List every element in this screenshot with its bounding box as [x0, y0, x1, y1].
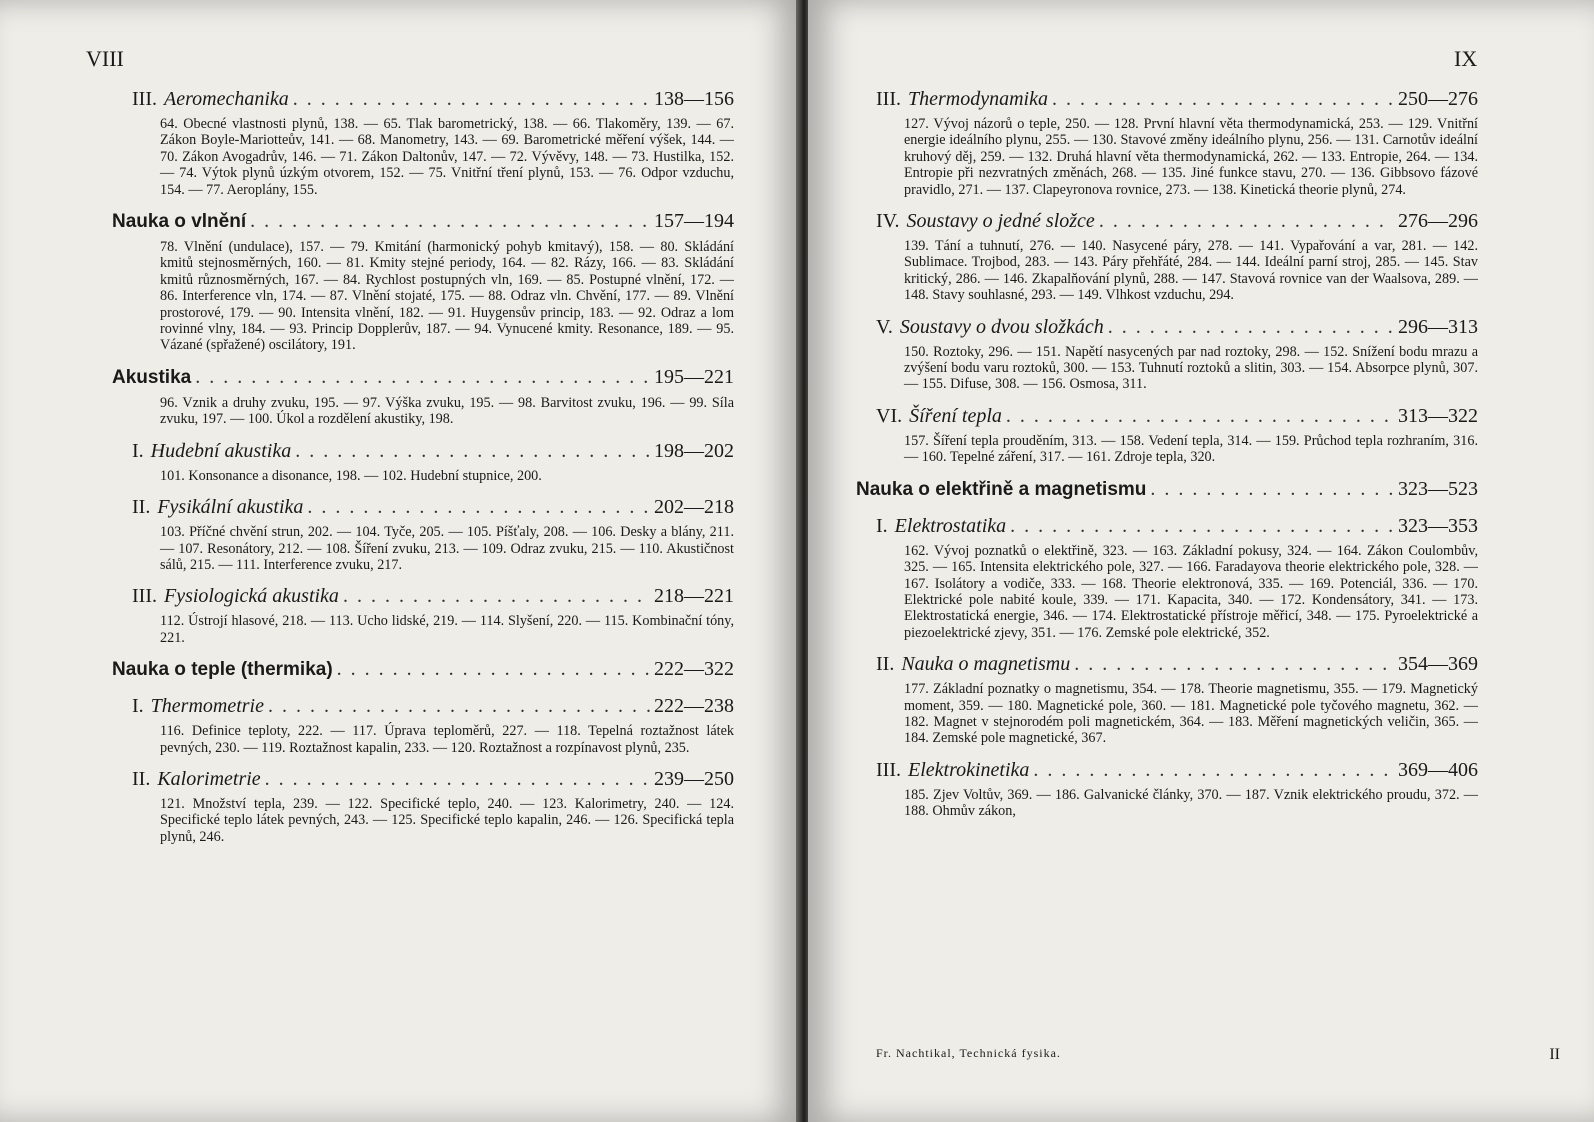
entry-title: Nauka o magnetismu	[901, 653, 1071, 676]
section-list: 103. Příčné chvění strun, 202. — 104. Tyče, 205. — 105. Píšťaly, 208. — 106. Desky a blány, 211. — 107. Resonátory, 212. — 108. Šíření zvuku, 213. — 109. Odraz zvuku, 215. — 110. Akustičnost sálů, 215. — 111. Interference zvuku, 217.	[160, 524, 734, 573]
section-list: 185. Zjev Voltův, 369. — 186. Galvanické články, 370. — 187. Vznik elektrického proudu, 372. — 188. Ohmův zákon,	[904, 786, 1478, 820]
toc-entry	[112, 766, 734, 845]
entry-title: Soustavy o jedné složce	[906, 210, 1095, 233]
dot-leader	[295, 438, 650, 464]
toc-entry	[856, 86, 1478, 198]
chapter-heading	[112, 766, 734, 792]
dot-leader	[1108, 314, 1394, 340]
chapter-heading	[112, 438, 734, 464]
page-number: IX	[1454, 46, 1478, 71]
page-range: 354—369	[1398, 653, 1478, 676]
page-range: 195—221	[654, 365, 734, 388]
page-range: 239—250	[654, 767, 734, 790]
entry-title: Elektrostatika	[894, 514, 1007, 537]
section-list: 78. Vlnění (undulace), 157. — 79. Kmitání (harmonický pohyb kmitavý), 158. — 80. Skládání kmitů stejnosměrných, 160. — 81. Kmity stejné periody, 164. — 82. Rázy, 166. — 83. Skládání kmitů různosměrných, 167. — 84. Rychlost postupných vln, 169. — 85. Postupné vlnění, 172. — 86. Interference vln, 174. — 87. Vlnění stojaté, 175. — 88. Odraz vln. Chvění, 177. — 89. Vlnění prostorové, 179. — 90. Intensita vlnění, 182. — 91. Huygensův princip, 183. — 92. Odraz a lom rovinné vlny, 184. — 93. Princip Dopplerův, 187. — 94. Vynucené kmity. Resonance, 189. — 95. Vázané (spřažené) oscilátory, 191.	[160, 239, 734, 354]
chapter-heading	[112, 583, 734, 609]
toc-entry	[856, 403, 1478, 466]
chapter-heading	[112, 494, 734, 520]
chapter-heading	[856, 513, 1478, 539]
dot-leader	[265, 766, 650, 792]
page-number: VIII	[86, 46, 124, 71]
entry-title: Fysiologická akustika	[163, 585, 339, 608]
footer-imprint: Fr. Nachtikal, Technická fysika.	[876, 1046, 1061, 1060]
toc-entry	[112, 693, 734, 756]
toc-entry	[856, 651, 1478, 747]
dot-leader	[293, 86, 650, 112]
entry-title: Hudební akustika	[150, 439, 292, 462]
chapter-number: I.	[132, 439, 144, 462]
section-list: 64. Obecné vlastnosti plynů, 138. — 65. Tlak barometrický, 138. — 66. Tlakoměry, 139. — 67. Zákon Boyle-Mariotteův, 141. — 68. Manometry, 143. — 69. Barometrické měření výšek, 144. — 70. Zákon Avogadrův, 146. — 71. Zákon Daltonův, 147. — 72. Vývěvy, 148. — 73. Hustilka, 152. — 74. Výtok plynů úzkým otvorem, 152. — 75. Vnitřní tření plynů, 153. — 76. Odpor vzduchu, 154. — 77. Aeroplány, 155.	[160, 116, 734, 198]
page-range: 222—238	[654, 695, 734, 718]
toc-entry	[112, 494, 734, 573]
entry-title: Nauka o teple (thermika)	[112, 659, 333, 681]
chapter-number: I.	[132, 695, 144, 718]
toc-entry	[112, 656, 734, 683]
chapter-number: II.	[876, 653, 895, 676]
page-range: 198—202	[654, 439, 734, 462]
entry-title: Kalorimetrie	[157, 767, 261, 790]
toc-entry	[856, 314, 1478, 393]
toc-column-right	[856, 86, 1478, 830]
toc-entry	[856, 208, 1478, 304]
entry-title: Akustika	[112, 366, 192, 388]
chapter-number: IV.	[876, 210, 900, 233]
section-list: 127. Vývoj názorů o teple, 250. — 128. První hlavní věta thermodynamická, 253. — 129. Vnitřní energie ideálního plynu, 255. — 130. Stavové změny ideálního plynu, 256. — 131. Carnotův ideální kruhový děj, 259. — 132. Druhá hlavní věta thermodynamická, 262. — 133. Entropie, 264. — 134. Entropie při nezvratných změnách, 268. — 135. Jiné funkce stavu, 270. — 136. Gibbsovo fázové pravidlo, 271. — 137. Clapeyronova rovnice, 273. — 138. Kinetická theorie plynů, 274.	[904, 116, 1478, 198]
toc-entry	[856, 513, 1478, 641]
entry-title: Šíření tepla	[909, 404, 1002, 427]
page-range: 218—221	[654, 585, 734, 608]
chapter-heading	[856, 86, 1478, 112]
chapter-number: III.	[876, 758, 901, 781]
dot-leader	[307, 494, 650, 520]
chapter-number: III.	[876, 88, 901, 110]
entry-title: Soustavy o dvou složkách	[899, 315, 1104, 338]
entry-title: Thermodynamika	[907, 88, 1048, 110]
dot-leader	[337, 656, 650, 682]
toc-entry	[112, 438, 734, 484]
page-range: 296—313	[1398, 315, 1478, 338]
entry-title: Nauka o vlnění	[112, 211, 247, 233]
section-list: 112. Ústrojí hlasové, 218. — 113. Ucho lidské, 219. — 114. Slyšení, 220. — 115. Kombinační tóny, 221.	[160, 613, 734, 646]
page-range: 369—406	[1398, 758, 1478, 781]
page-range: 222—322	[654, 658, 734, 681]
dot-leader	[1099, 208, 1394, 234]
chapter-number: II.	[132, 767, 151, 790]
chapter-heading	[856, 651, 1478, 677]
chapter-number: III.	[132, 585, 157, 608]
entry-title: Aeromechanika	[163, 88, 289, 110]
chapter-heading	[112, 86, 734, 112]
entry-title: Thermometrie	[150, 695, 264, 718]
dot-leader	[268, 693, 650, 719]
page-range: 276—296	[1398, 210, 1478, 233]
section-list: 157. Šíření tepla prouděním, 313. — 158. Vedení tepla, 314. — 159. Průchod tepla rozhraním, 316. — 160. Tepelné záření, 317. — 161. Zdroje tepla, 320.	[904, 432, 1478, 466]
page-range: 323—523	[1398, 477, 1478, 500]
section-list: 116. Definice teploty, 222. — 117. Úprava teploměrů, 227. — 118. Tepelná roztažnost látek pevných, 230. — 119. Roztažnost kapalin, 233. — 120. Roztažnost a rozpínavost plynů, 235.	[160, 723, 734, 756]
section-list: 101. Konsonance a disonance, 198. — 102. Hudební stupnice, 200.	[160, 467, 542, 484]
part-heading	[112, 208, 734, 235]
toc-entry	[112, 208, 734, 354]
dot-leader	[343, 583, 650, 609]
chapter-number: VI.	[876, 404, 903, 427]
chapter-number: I.	[876, 514, 888, 537]
dot-leader	[1074, 651, 1394, 677]
chapter-number: III.	[132, 88, 157, 110]
right-page	[808, 0, 1594, 1122]
toc-entry	[112, 583, 734, 646]
chapter-number: II.	[132, 496, 151, 519]
chapter-heading	[856, 208, 1478, 234]
entry-title: Elektrokinetika	[907, 758, 1030, 781]
toc-column-left	[112, 86, 734, 855]
section-list: 121. Množství tepla, 239. — 122. Specifické teplo, 240. — 123. Kalorimetry, 240. — 124. Specifické teplo látek pevných, 243. — 125. Specifické teplo kapalin, 246. — 126. Specifická tepla plynů, 246.	[160, 795, 734, 845]
chapter-heading	[856, 757, 1478, 783]
toc-entry	[112, 86, 734, 198]
entry-title: Nauka o elektřině a magnetismu	[856, 478, 1147, 500]
dot-leader	[1033, 757, 1394, 783]
dot-leader	[250, 208, 650, 234]
entry-title: Fysikální akustika	[157, 496, 304, 519]
part-heading	[112, 656, 734, 683]
dot-leader	[1150, 476, 1394, 502]
chapter-heading	[856, 314, 1478, 340]
chapter-heading	[112, 693, 734, 719]
signature-mark: II	[1549, 1046, 1560, 1063]
page-range: 313—322	[1398, 404, 1478, 427]
section-list: 139. Tání a tuhnutí, 276. — 140. Nasycené páry, 278. — 141. Vypařování a var, 281. — 142. Sublimace. Trojbod, 283. — 143. Páry přehřáté, 284. — 144. Ideální parní stroj, 285. — 145. Stav kritický, 286. — 146. Zkapalňování plynů, 288. — 147. Stavová rovnice van der Waalsova, 289. — 148. Stavy souhlasné, 293. — 149. Vlhkost vzduchu, 294.	[904, 238, 1478, 304]
toc-entry	[856, 757, 1478, 820]
section-list: 162. Vývoj poznatků o elektřině, 323. — 163. Základní pokusy, 324. — 164. Zákon Coulombův, 325. — 165. Intensita elektrického pole, 327. — 166. Faradayova theorie elektrického pole, 328. — 167. Isolátory a vodiče, 333. — 168. Theorie elektronová, 335. — 169. Potenciál, 336. — 170. Elektrické pole nabité koule, 339. — 171. Kapacita, 340. — 172. Kondensátory, 341. — 173. Elektrostatická energie, 346. — 174. Elektrostatické přístroje měřicí, 348. — 175. Pyroelektrické a piezoelektrické zjevy, 351. — 176. Zemské pole elektrické, 352.	[904, 542, 1478, 641]
part-heading	[856, 476, 1478, 503]
section-list: 96. Vznik a druhy zvuku, 195. — 97. Výška zvuku, 195. — 98. Barvitost zvuku, 196. — 99. Síla zvuku, 197. — 100. Úkol a rozdělení akustiky, 198.	[160, 394, 734, 428]
section-list: 150. Roztoky, 296. — 151. Napětí nasycených par nad roztoky, 298. — 152. Snížení bodu mrazu a zvýšení bodu varu roztoků, 300. — 153. Tuhnutí roztoků a slitin, 303. — 154. Absorpce plynů, 307. — 155. Difuse, 308. — 156. Osmosa, 311.	[904, 343, 1478, 393]
chapter-heading	[856, 403, 1478, 429]
dot-leader	[1006, 403, 1394, 429]
page-range: 202—218	[654, 496, 734, 519]
dot-leader	[1010, 513, 1394, 539]
part-heading	[112, 364, 734, 391]
page-range: 157—194	[654, 210, 734, 233]
page-range: 250—276	[1398, 88, 1478, 110]
page-footer	[876, 1046, 1560, 1064]
dot-leader	[195, 364, 650, 390]
section-list: 177. Základní poznatky o magnetismu, 354. — 178. Theorie magnetismu, 355. — 179. Magnetický moment, 359. — 180. Magnetické pole, 360. — 181. Magnetické pole tyčového magnetu, 362. — 182. Magnet v stejnorodém poli magnetickém, 364. — 183. Měření magnetických veličin, 365. — 184. Zemské pole magnetické, 367.	[904, 681, 1478, 747]
toc-entry	[112, 364, 734, 428]
chapter-number: V.	[876, 315, 893, 338]
page-range: 138—156	[654, 88, 734, 110]
dot-leader	[1052, 86, 1394, 112]
toc-entry	[856, 476, 1478, 503]
page-range: 323—353	[1398, 514, 1478, 537]
